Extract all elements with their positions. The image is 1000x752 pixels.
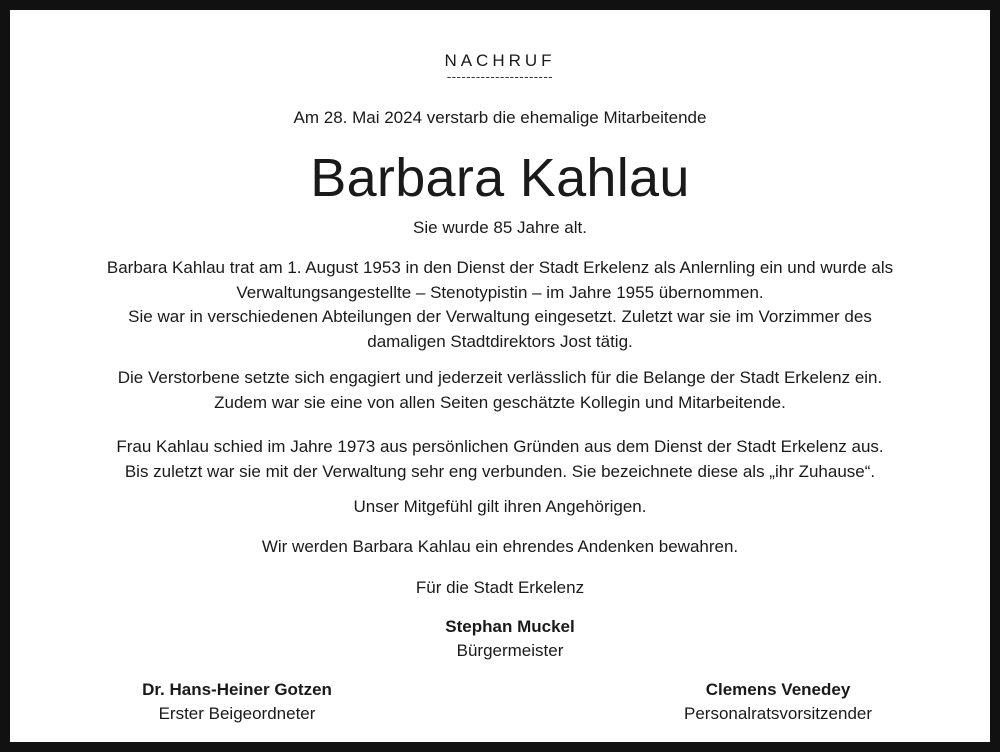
paragraph-line: Barbara Kahlau trat am 1. August 1953 in den Dienst der Stadt Erkelenz als Anlernling ein und wurde als	[106, 258, 894, 277]
notice-heading: NACHRUF	[444, 51, 556, 70]
signatory-title: Personalratsvorsitzender	[683, 704, 873, 723]
paragraph-career	[20, 256, 980, 354]
signature-mayor	[310, 615, 710, 663]
paragraph-engagement	[20, 366, 980, 415]
honor-line: Wir werden Barbara Kahlau ein ehrendes Andenken bewahren.	[261, 537, 739, 556]
intro-line: Am 28. Mai 2024 verstarb die ehemalige Mitarbeitende	[293, 108, 707, 127]
signature-deputy	[79, 678, 395, 726]
paragraph-line: Frau Kahlau schied im Jahre 1973 aus persönlichen Gründen aus dem Dienst der Stadt Erkelenz aus.	[116, 437, 884, 456]
paragraph-line: Bis zuletzt war sie mit der Verwaltung sehr eng verbunden. Sie bezeichnete diese als „ihr Zuhause“.	[124, 461, 876, 481]
heading-divider: ----------------------	[446, 69, 554, 84]
signatory-title: Erster Beigeordneter	[158, 704, 316, 723]
for-city-line: Für die Stadt Erkelenz	[415, 578, 585, 597]
paragraph-line: Die Verstorbene setzte sich engagiert und jederzeit verlässlich für die Belange der Stadt Erkelenz ein.	[117, 368, 883, 387]
paragraph-line: Sie war in verschiedenen Abteilungen der Verwaltung eingesetzt. Zuletzt war sie im Vorzimmer des	[128, 307, 872, 326]
paragraph-retirement	[20, 435, 980, 484]
signatory-title: Bürgermeister	[456, 641, 564, 660]
age-line: Sie wurde 85 Jahre alt.	[413, 218, 587, 237]
paragraph-line: Zudem war sie eine von allen Seiten geschätzte Kollegin und Mitarbeitende.	[214, 392, 786, 412]
signatory-name: Stephan Muckel	[445, 617, 575, 636]
paragraph-line: Verwaltungsangestellte – Stenotypistin – im Jahre 1955 übernommen.	[236, 282, 764, 302]
signatory-name: Dr. Hans-Heiner Gotzen	[142, 680, 332, 699]
signature-council	[620, 678, 936, 726]
deceased-name: Barbara Kahlau	[310, 148, 690, 208]
paragraph-line: damaligen Stadtdirektors Jost tätig.	[367, 331, 633, 351]
sympathy-line: Unser Mitgefühl gilt ihren Angehörigen.	[353, 497, 647, 516]
signatory-name: Clemens Venedey	[705, 680, 851, 699]
